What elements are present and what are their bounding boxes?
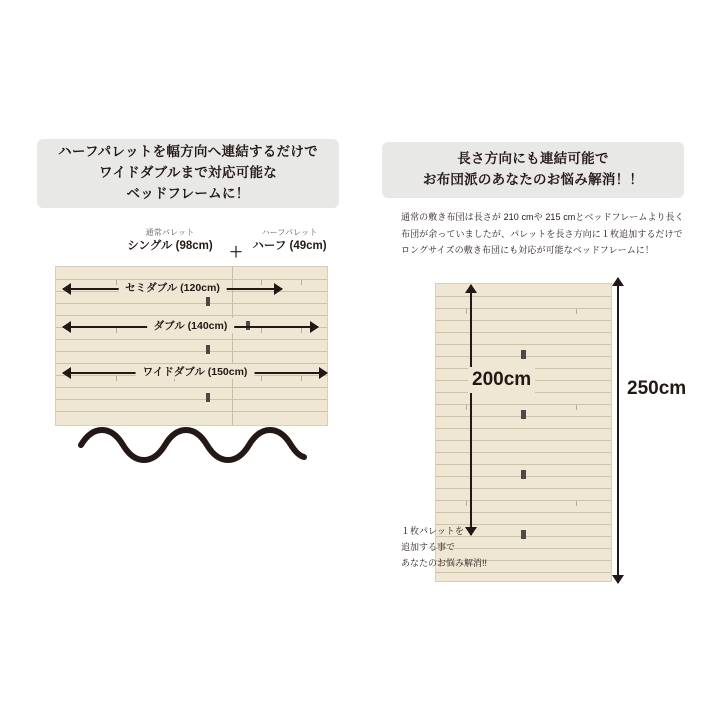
headline-banner-left-text	[58, 142, 318, 205]
arrow-left-icon	[62, 321, 71, 333]
arrow-down-icon	[612, 575, 624, 584]
measure-double-label: ダブル (140cm)	[147, 318, 235, 333]
measure-250cm	[610, 278, 626, 583]
label-half-pallet-big: ハーフ (49cm)	[252, 239, 327, 252]
measure-semi-double-label: セミダブル (120cm)	[118, 280, 227, 295]
headline-right-line-1: 長さ方向にも連結可能で	[457, 151, 609, 167]
measure-200cm	[463, 285, 479, 535]
label-single-pallet-small: 通常パレット	[145, 228, 195, 237]
arrow-left-icon	[62, 283, 71, 295]
measure-250cm-label: 250cm	[627, 378, 687, 399]
additional-pallet-note-line-3: あなたのお悩み解消!!	[401, 558, 488, 569]
headline-left-line-3: ベッドフレームに！	[126, 185, 250, 201]
headline-left-line-2: ワイドダブルまで対応可能な	[98, 165, 278, 181]
measure-semi-double	[63, 281, 282, 297]
length-description	[401, 209, 691, 259]
plus-icon: ＋	[229, 244, 243, 260]
measure-wide-double-label: ワイドダブル (150cm)	[136, 364, 255, 379]
arrow-right-icon	[274, 283, 283, 295]
width-diagram	[37, 222, 343, 472]
length-description-line-3: ロングサイズの敷き布団にも対応が可能なベッドフレームに！	[401, 245, 654, 256]
label-half-pallet-small: ハーフパレット	[261, 228, 318, 237]
label-half-pallet	[242, 228, 337, 254]
label-single-pallet	[115, 228, 225, 254]
headline-banner-right-text	[423, 149, 643, 191]
measure-200cm-bar	[470, 285, 472, 535]
headline-banner-right	[382, 142, 684, 198]
measure-wide-double	[63, 365, 327, 381]
arrow-right-icon	[310, 321, 319, 333]
measure-250cm-bar	[617, 278, 619, 583]
measure-200cm-label: 200cm	[468, 367, 535, 393]
arrow-up-icon	[465, 284, 477, 293]
headline-right-line-2: お布団派のあなたのお悩み解消！！	[422, 172, 644, 187]
length-description-line-2: 布団が余っていましたが、パレットを長さ方向に１枚追加するだけで	[401, 228, 683, 239]
length-diagram	[382, 205, 692, 605]
additional-pallet-note	[401, 523, 487, 572]
length-description-line-1: 通常の敷き布団は長さが 210 cmや 215 cmとベッドフレームより長く	[401, 212, 684, 222]
arrow-up-icon	[612, 277, 624, 286]
additional-pallet-note-line-2: 追加する事で	[401, 542, 456, 553]
arrow-left-icon	[62, 367, 71, 379]
label-single-pallet-big: シングル (98cm)	[127, 239, 213, 252]
measure-double	[63, 319, 318, 335]
arrow-right-icon	[319, 367, 328, 379]
headline-banner-left	[37, 139, 339, 208]
pallet-labels	[37, 228, 343, 260]
wave-divider-icon	[77, 427, 307, 467]
headline-left-line-1: ハーフパレットを幅方向へ連結するだけで	[58, 144, 318, 160]
additional-pallet-note-line-1: １枚パレットを	[401, 526, 464, 536]
